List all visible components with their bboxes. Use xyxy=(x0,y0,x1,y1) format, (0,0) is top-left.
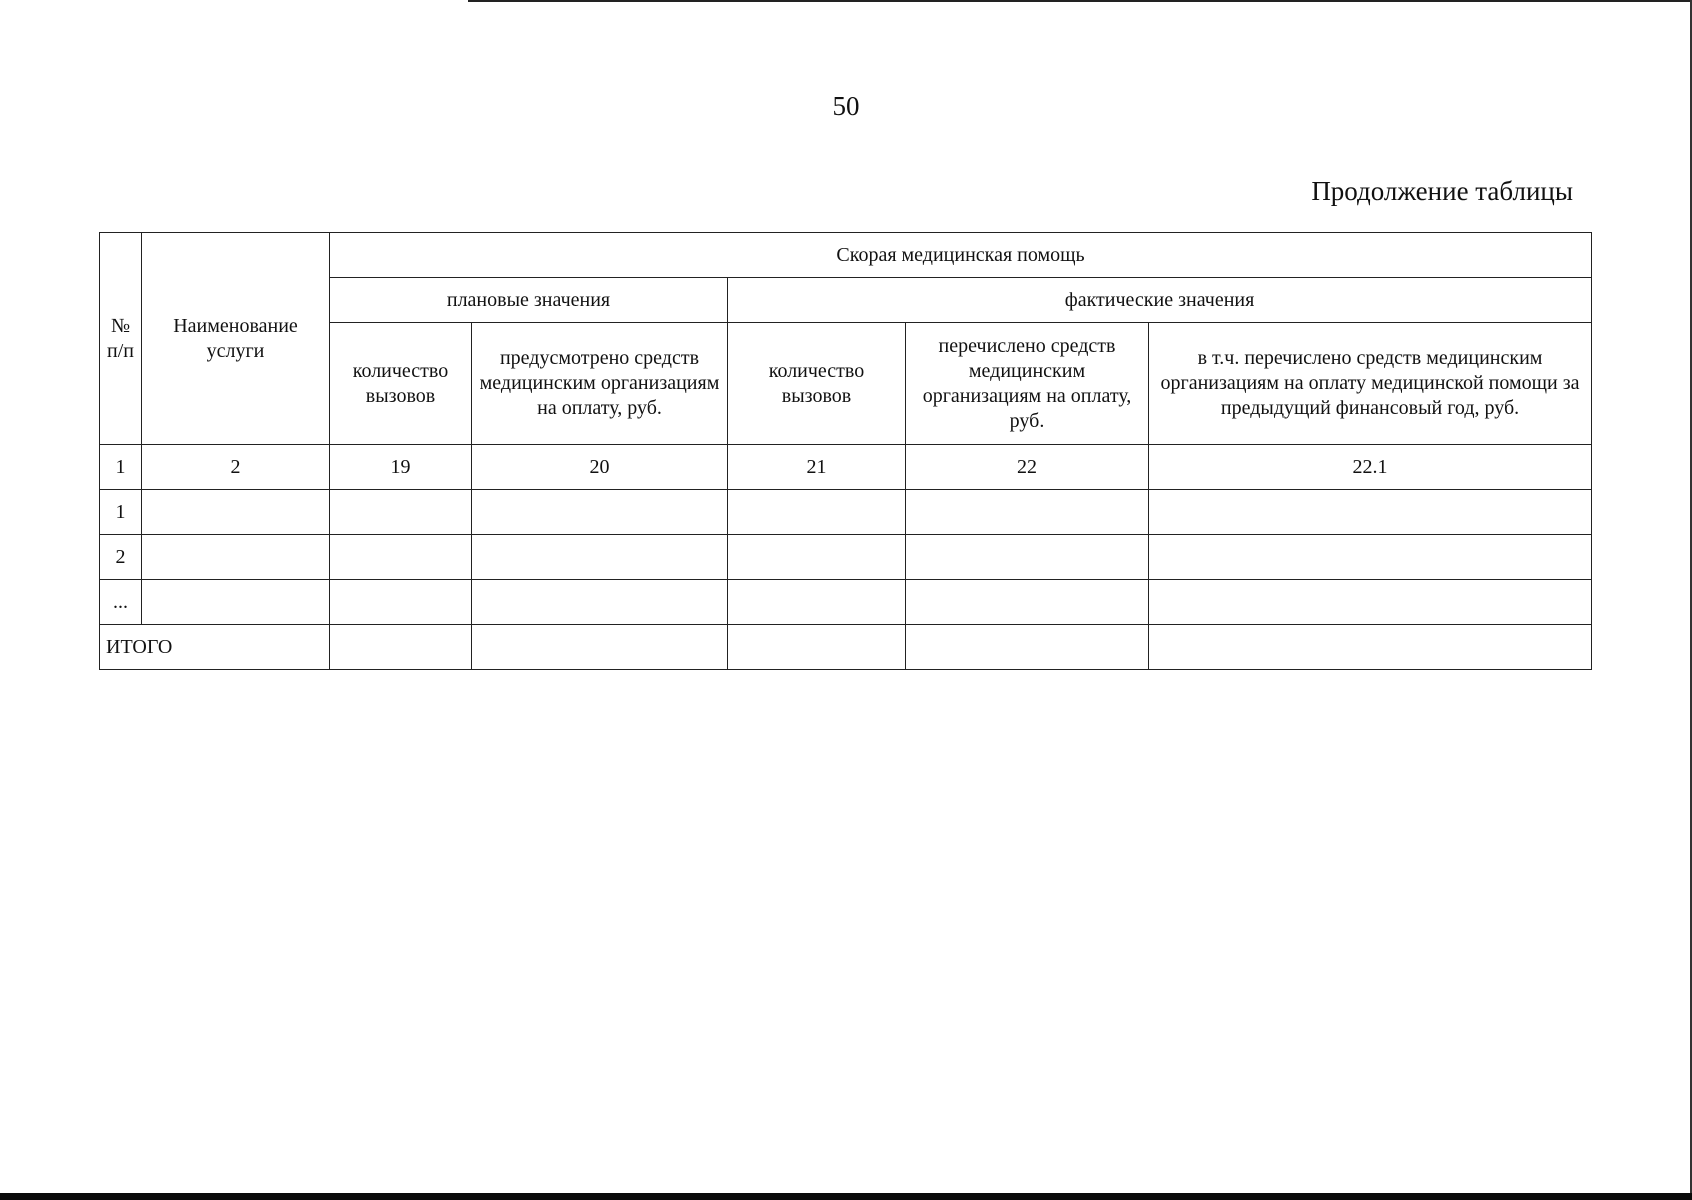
empty-cell xyxy=(906,490,1149,535)
empty-cell xyxy=(330,625,472,670)
page-number: 50 xyxy=(832,91,860,121)
column-number: 1 xyxy=(100,445,142,490)
empty-cell xyxy=(472,580,728,625)
empty-cell xyxy=(472,490,728,535)
header-actual: фактические значения xyxy=(728,278,1592,323)
header-planned-funds: предусмотрено средств медицинским организациям на оплату, руб. xyxy=(472,323,728,445)
header-col-name: Наименование услуги xyxy=(142,233,330,445)
header-actual-calls: количество вызовов xyxy=(728,323,906,445)
column-number-row xyxy=(100,445,1592,490)
empty-cell xyxy=(1149,490,1592,535)
row-number: ... xyxy=(100,580,142,625)
scan-edge-top xyxy=(468,0,1692,2)
empty-cell xyxy=(330,535,472,580)
row-number: 2 xyxy=(100,535,142,580)
empty-cell xyxy=(906,580,1149,625)
table-row xyxy=(100,490,1592,535)
header-col-no: № п/п xyxy=(100,233,142,445)
empty-cell xyxy=(142,535,330,580)
header-planned-calls: количество вызовов xyxy=(330,323,472,445)
header-actual-prev-year-funds: в т.ч. перечислено средств медицинским организациям на оплату медицинской помощи за предыдущий финансовый год, руб. xyxy=(1149,323,1592,445)
empty-cell xyxy=(728,490,906,535)
empty-cell xyxy=(728,535,906,580)
total-label: ИТОГО xyxy=(100,625,330,670)
scan-edge-bottom xyxy=(0,1193,1692,1200)
column-number: 19 xyxy=(330,445,472,490)
data-table xyxy=(99,232,1592,670)
column-number: 2 xyxy=(142,445,330,490)
empty-cell xyxy=(1149,580,1592,625)
header-actual-funds: перечислено средств медицинским организациям на оплату, руб. xyxy=(906,323,1149,445)
header-group-title: Скорая медицинская помощь xyxy=(330,233,1592,278)
empty-cell xyxy=(472,535,728,580)
empty-cell xyxy=(330,580,472,625)
empty-cell xyxy=(1149,625,1592,670)
table-row xyxy=(100,535,1592,580)
empty-cell xyxy=(142,490,330,535)
empty-cell xyxy=(1149,535,1592,580)
header-planned: плановые значения xyxy=(330,278,728,323)
column-number: 20 xyxy=(472,445,728,490)
column-number: 21 xyxy=(728,445,906,490)
continuation-label: Продолжение таблицы xyxy=(1311,176,1573,206)
header-row-group xyxy=(100,233,1592,278)
empty-cell xyxy=(330,490,472,535)
empty-cell xyxy=(472,625,728,670)
column-number: 22.1 xyxy=(1149,445,1592,490)
empty-cell xyxy=(728,625,906,670)
total-row xyxy=(100,625,1592,670)
empty-cell xyxy=(728,580,906,625)
empty-cell xyxy=(906,535,1149,580)
row-number: 1 xyxy=(100,490,142,535)
empty-cell xyxy=(906,625,1149,670)
table-row xyxy=(100,580,1592,625)
empty-cell xyxy=(142,580,330,625)
column-number: 22 xyxy=(906,445,1149,490)
